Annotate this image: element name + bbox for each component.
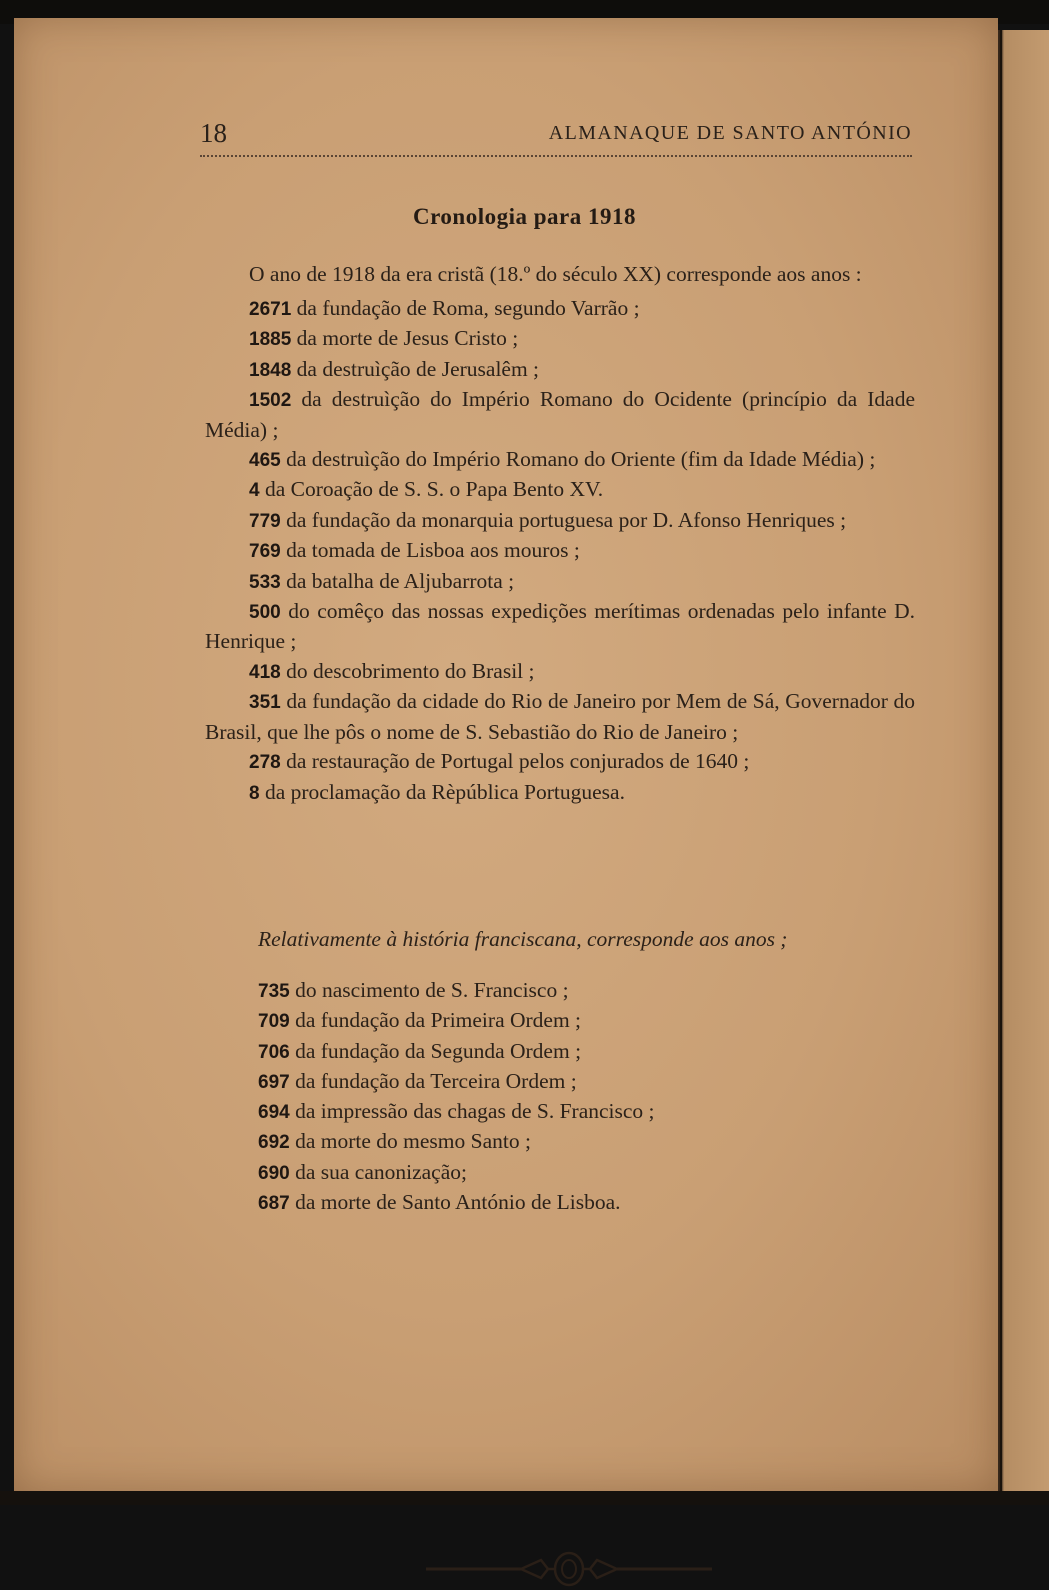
chronology-entry: 4 da Coroação de S. S. o Papa Bento XV. (249, 477, 604, 502)
chronology-entry: 418 do descobrimento do Brasil ; (249, 658, 535, 683)
chronology-entry: 533 da batalha de Aljubarrota ; (249, 568, 515, 593)
franciscan-heading: Relativamente à história franciscana, corresponde aos anos ; (258, 927, 788, 951)
header-dotted-rule (200, 155, 912, 157)
chronology-entry: 1502 da destruìção do Império Romano do Ocidente (princípio da Idade Média) ; (205, 387, 916, 442)
section-title: Cronologia para 1918 (413, 204, 636, 229)
franciscan-entry: 709 da fundação da Primeira Ordem ; (258, 1008, 582, 1033)
franciscan-entry: 706 da fundação da Segunda Ordem ; (258, 1038, 582, 1063)
franciscan-entry: 690 da sua canonização; (258, 1159, 467, 1184)
chronology-entry: 2671 da fundação de Roma, segundo Varrão ; (249, 296, 640, 320)
intro-paragraph: O ano de 1918 da era cristã (18.º do século XX) corresponde aos anos : (249, 262, 862, 286)
franciscan-entry: 687 da morte de Santo António de Lisboa. (258, 1190, 621, 1215)
ornament-divider (426, 1548, 712, 1590)
page-number: 18 (200, 118, 227, 148)
chronology-entry: 1885 da morte de Jesus Cristo ; (249, 326, 519, 351)
chronology-entry: 278 da restauração de Portugal pelos conjurados de 1640 ; (249, 749, 750, 774)
chronology-entry: 8 da proclamação da Rèpública Portuguesa. (249, 779, 625, 804)
running-title: ALMANAQUE DE SANTO ANTÓNIO (548, 122, 912, 144)
chronology-entry: 1848 da destruìção de Jerusalêm ; (249, 356, 540, 381)
franciscan-entry: 692 da morte do mesmo Santo ; (258, 1129, 531, 1154)
franciscan-entry: 694 da impressão das chagas de S. Francisco ; (258, 1099, 655, 1124)
next-page-edge (998, 30, 1049, 1505)
chronology-entry: 769 da tomada de Lisboa aos mouros ; (249, 538, 580, 563)
scan-background-bottom (0, 1491, 1049, 1505)
chronology-entry: 500 do comêço das nossas expedições merítimas ordenadas pelo infante D. Henrique ; (205, 599, 916, 654)
chronology-entry: 351 da fundação da cidade do Rio de Janeiro por Mem de Sá, Governador do Brasil, que lhe pôs o nome de S. Sebastião do Rio de Janeiro ; (205, 689, 915, 744)
franciscan-entry: 735 do nascimento de S. Francisco ; (258, 978, 569, 1002)
franciscan-entry: 697 da fundação da Terceira Ordem ; (258, 1068, 577, 1093)
franciscan-list (258, 976, 898, 1218)
chronology-body (205, 258, 915, 808)
chronology-entry: 779 da fundação da monarquia portuguesa por D. Afonso Henriques ; (249, 507, 847, 532)
chronology-entry: 465 da destruìção do Império Romano do Oriente (fim da Idade Média) ; (249, 447, 876, 472)
page-header (200, 118, 912, 152)
